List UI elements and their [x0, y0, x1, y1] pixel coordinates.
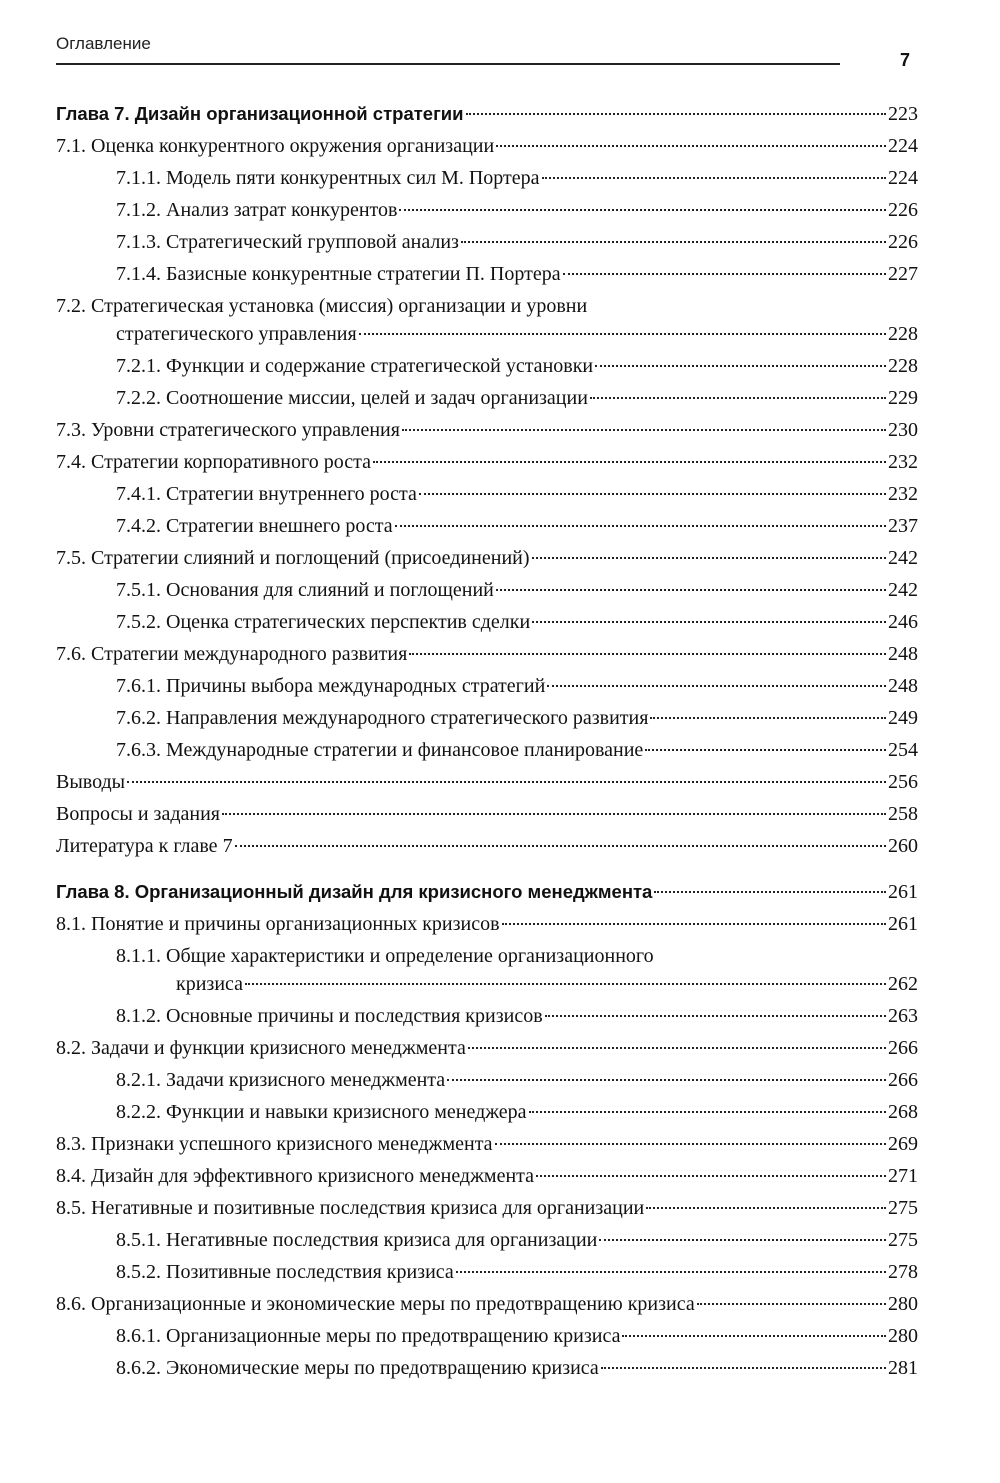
dot-leader [532, 557, 886, 559]
toc-chapter[interactable] [56, 100, 918, 128]
dot-leader [536, 1175, 886, 1177]
toc-page-number: 237 [888, 515, 918, 537]
toc-page-number: 281 [888, 1357, 918, 1379]
toc-subsection[interactable] [56, 196, 918, 224]
dot-leader [622, 1335, 886, 1337]
toc-entry-title: кризиса [176, 973, 244, 995]
toc-entry-title: 8.1.1. Общие характеристики и определение организационного [116, 945, 654, 967]
toc-entry-title: 8.2. Задачи и функции кризисного менеджмента [56, 1037, 466, 1059]
toc-subsection[interactable] [56, 672, 918, 700]
toc-entry-title: 7.6. Стратегии международного развития [56, 643, 408, 665]
toc-entry-title: 7.5.1. Основания для слияний и поглощений [116, 579, 494, 601]
toc-entry-title: 7.6.2. Направления международного стратегического развития [116, 707, 649, 729]
dot-leader [468, 1047, 886, 1049]
dot-leader [419, 493, 886, 495]
toc-subsection[interactable] [56, 576, 918, 604]
toc-page-number: 224 [888, 167, 918, 189]
dot-leader [447, 1079, 886, 1081]
toc-entry-title: 7.4.2. Стратегии внешнего роста [116, 515, 393, 537]
toc-subsection[interactable] [56, 1258, 918, 1286]
dot-leader [466, 113, 886, 115]
toc-page-number: 268 [888, 1101, 918, 1123]
toc-page-number: 256 [888, 771, 918, 793]
dot-leader [697, 1303, 886, 1305]
dot-leader [399, 209, 886, 211]
toc-entry-title: 7.1.4. Базисные конкурентные стратегии П. Портера [116, 263, 561, 285]
toc-page-number: 263 [888, 1005, 918, 1027]
toc-subsection[interactable] [56, 164, 918, 192]
toc-section[interactable] [56, 800, 918, 828]
toc-subsection[interactable] [56, 260, 918, 288]
dot-leader [395, 525, 886, 527]
toc-section[interactable] [56, 544, 918, 572]
toc-subsection[interactable] [56, 352, 918, 380]
toc-section[interactable] [56, 416, 918, 444]
dot-leader [495, 1143, 886, 1145]
page-number: 7 [900, 50, 911, 70]
dot-leader [590, 397, 886, 399]
toc-page-number: 232 [888, 483, 918, 505]
dot-leader [496, 589, 886, 591]
toc-entry-title: 7.4.1. Стратегии внутреннего роста [116, 483, 417, 505]
toc-page-number: 269 [888, 1133, 918, 1155]
toc-section[interactable] [56, 768, 918, 796]
toc-page-number: 271 [888, 1165, 918, 1187]
toc-page-number: 223 [888, 103, 918, 125]
dot-leader [654, 891, 886, 893]
toc-page-number: 278 [888, 1261, 918, 1283]
table-of-contents [56, 100, 918, 1386]
dot-leader [127, 781, 886, 783]
toc-entry-title: 7.2.1. Функции и содержание стратегической установки [116, 355, 594, 377]
toc-entry-title: 8.5.1. Негативные последствия кризиса для организации [116, 1229, 598, 1251]
toc-page-number: 261 [888, 913, 918, 935]
toc-entry-title: 8.2.2. Функции и навыки кризисного менеджера [116, 1101, 527, 1123]
toc-entry-title: 8.6. Организационные и экономические меры по предотвращению кризиса [56, 1293, 695, 1315]
toc-page-number: 228 [888, 355, 918, 377]
toc-entry-title: 7.1.3. Стратегический групповой анализ [116, 231, 459, 253]
toc-page-number: 229 [888, 387, 918, 409]
dot-leader [545, 1015, 886, 1017]
toc-entry-title: 8.1. Понятие и причины организационных кризисов [56, 913, 500, 935]
toc-page-number: 261 [888, 881, 918, 903]
dot-leader [502, 923, 886, 925]
dot-leader [547, 685, 886, 687]
dot-leader [542, 177, 886, 179]
toc-page-number: 242 [888, 547, 918, 569]
toc-entry-title: Глава 8. Организационный дизайн для кризисного менеджмента [56, 881, 653, 902]
toc-entry-title: 8.6.2. Экономические меры по предотвращению кризиса [116, 1357, 599, 1379]
toc-page-number: 275 [888, 1229, 918, 1251]
toc-page-number: 266 [888, 1037, 918, 1059]
toc-section[interactable] [56, 448, 918, 476]
dot-leader [245, 983, 886, 985]
toc-page-number: 280 [888, 1293, 918, 1315]
dot-leader [563, 273, 886, 275]
toc-page-number: 266 [888, 1069, 918, 1091]
toc-entry-title: 7.5. Стратегии слияний и поглощений (присоединений) [56, 547, 530, 569]
toc-entry-title: 7.6.3. Международные стратегии и финансовое планирование [116, 739, 644, 761]
toc-page-number: 260 [888, 835, 918, 857]
toc-subsection[interactable] [56, 1322, 918, 1350]
toc-page-number: 249 [888, 707, 918, 729]
dot-leader [595, 365, 886, 367]
toc-entry-title: 8.3. Признаки успешного кризисного менеджмента [56, 1133, 493, 1155]
toc-page-number: 262 [888, 973, 918, 995]
dot-leader [373, 461, 886, 463]
toc-entry-title: 7.1.1. Модель пяти конкурентных сил М. Портера [116, 167, 540, 189]
dot-leader [359, 333, 886, 335]
toc-page-number: 275 [888, 1197, 918, 1219]
dot-leader [496, 145, 886, 147]
toc-entry-title: 7.6.1. Причины выбора международных стратегий [116, 675, 546, 697]
toc-entry-title: 8.2.1. Задачи кризисного менеджмента [116, 1069, 446, 1091]
toc-page-number: 228 [888, 323, 918, 345]
toc-entry-title: 7.1. Оценка конкурентного окружения организации [56, 135, 495, 157]
toc-subsection[interactable] [56, 942, 918, 998]
dot-leader [529, 1111, 886, 1113]
dot-leader [646, 1207, 886, 1209]
toc-page-number: 246 [888, 611, 918, 633]
toc-page-number: 232 [888, 451, 918, 473]
dot-leader [601, 1367, 886, 1369]
toc-subsection[interactable] [56, 1354, 918, 1382]
toc-section[interactable] [56, 1130, 918, 1158]
toc-page-number: 226 [888, 199, 918, 221]
toc-page-number: 248 [888, 675, 918, 697]
toc-page-number: 248 [888, 643, 918, 665]
toc-entry-title: Вопросы и задания [56, 803, 220, 825]
toc-entry-title: 8.5. Негативные и позитивные последствия кризиса для организации [56, 1197, 645, 1219]
toc-subsection[interactable] [56, 1098, 918, 1126]
toc-section[interactable] [56, 1034, 918, 1062]
toc-entry-title: Выводы [56, 771, 126, 793]
toc-section[interactable] [56, 640, 918, 668]
toc-entry-title: 8.4. Дизайн для эффективного кризисного менеджмента [56, 1165, 535, 1187]
toc-section[interactable] [56, 1162, 918, 1190]
toc-subsection[interactable] [56, 704, 918, 732]
dot-leader [532, 621, 886, 623]
dot-leader [235, 845, 886, 847]
toc-section[interactable] [56, 832, 918, 860]
toc-page-number: 224 [888, 135, 918, 157]
dot-leader [402, 429, 886, 431]
toc-entry-title: 7.5.2. Оценка стратегических перспектив сделки [116, 611, 531, 633]
toc-subsection[interactable] [56, 736, 918, 764]
toc-subsection[interactable] [56, 1002, 918, 1030]
dot-leader [222, 813, 886, 815]
toc-section[interactable] [56, 292, 918, 348]
dot-leader [461, 241, 886, 243]
toc-entry-title: 7.2. Стратегическая установка (миссия) организации и уровни [56, 295, 588, 317]
toc-page-number: 258 [888, 803, 918, 825]
toc-section[interactable] [56, 910, 918, 938]
toc-subsection[interactable] [56, 384, 918, 412]
toc-entry-title: 8.1.2. Основные причины и последствия кризисов [116, 1005, 543, 1027]
toc-entry-title: 7.3. Уровни стратегического управления [56, 419, 400, 441]
toc-page-number: 242 [888, 579, 918, 601]
header-rule [56, 63, 840, 65]
toc-page-number: 254 [888, 739, 918, 761]
toc-subsection[interactable] [56, 228, 918, 256]
toc-entry-title: 8.6.1. Организационные меры по предотвращению кризиса [116, 1325, 621, 1347]
toc-subsection[interactable] [56, 480, 918, 508]
toc-subsection[interactable] [56, 608, 918, 636]
toc-section[interactable] [56, 1194, 918, 1222]
toc-entry-title: 7.4. Стратегии корпоративного роста [56, 451, 371, 473]
toc-chapter[interactable] [56, 878, 918, 906]
toc-subsection[interactable] [56, 1066, 918, 1094]
toc-entry-title: 7.2.2. Соотношение миссии, целей и задач организации [116, 387, 588, 409]
toc-page-number: 280 [888, 1325, 918, 1347]
toc-page-number: 230 [888, 419, 918, 441]
toc-section[interactable] [56, 1290, 918, 1318]
toc-entry-title: Глава 7. Дизайн организационной стратегии [56, 103, 464, 124]
toc-entry-title: 8.5.2. Позитивные последствия кризиса [116, 1261, 454, 1283]
dot-leader [599, 1239, 886, 1241]
dot-leader [409, 653, 886, 655]
toc-page-number: 226 [888, 231, 918, 253]
toc-entry-title: Литература к главе 7 [56, 835, 233, 857]
toc-section[interactable] [56, 132, 918, 160]
toc-page-number: 227 [888, 263, 918, 285]
running-header: Оглавление [56, 34, 151, 53]
toc-subsection[interactable] [56, 512, 918, 540]
dot-leader [650, 717, 886, 719]
toc-entry-title: 7.1.2. Анализ затрат конкурентов [116, 199, 398, 221]
dot-leader [456, 1271, 886, 1273]
toc-entry-title: стратегического управления [116, 323, 357, 345]
toc-subsection[interactable] [56, 1226, 918, 1254]
dot-leader [645, 749, 886, 751]
